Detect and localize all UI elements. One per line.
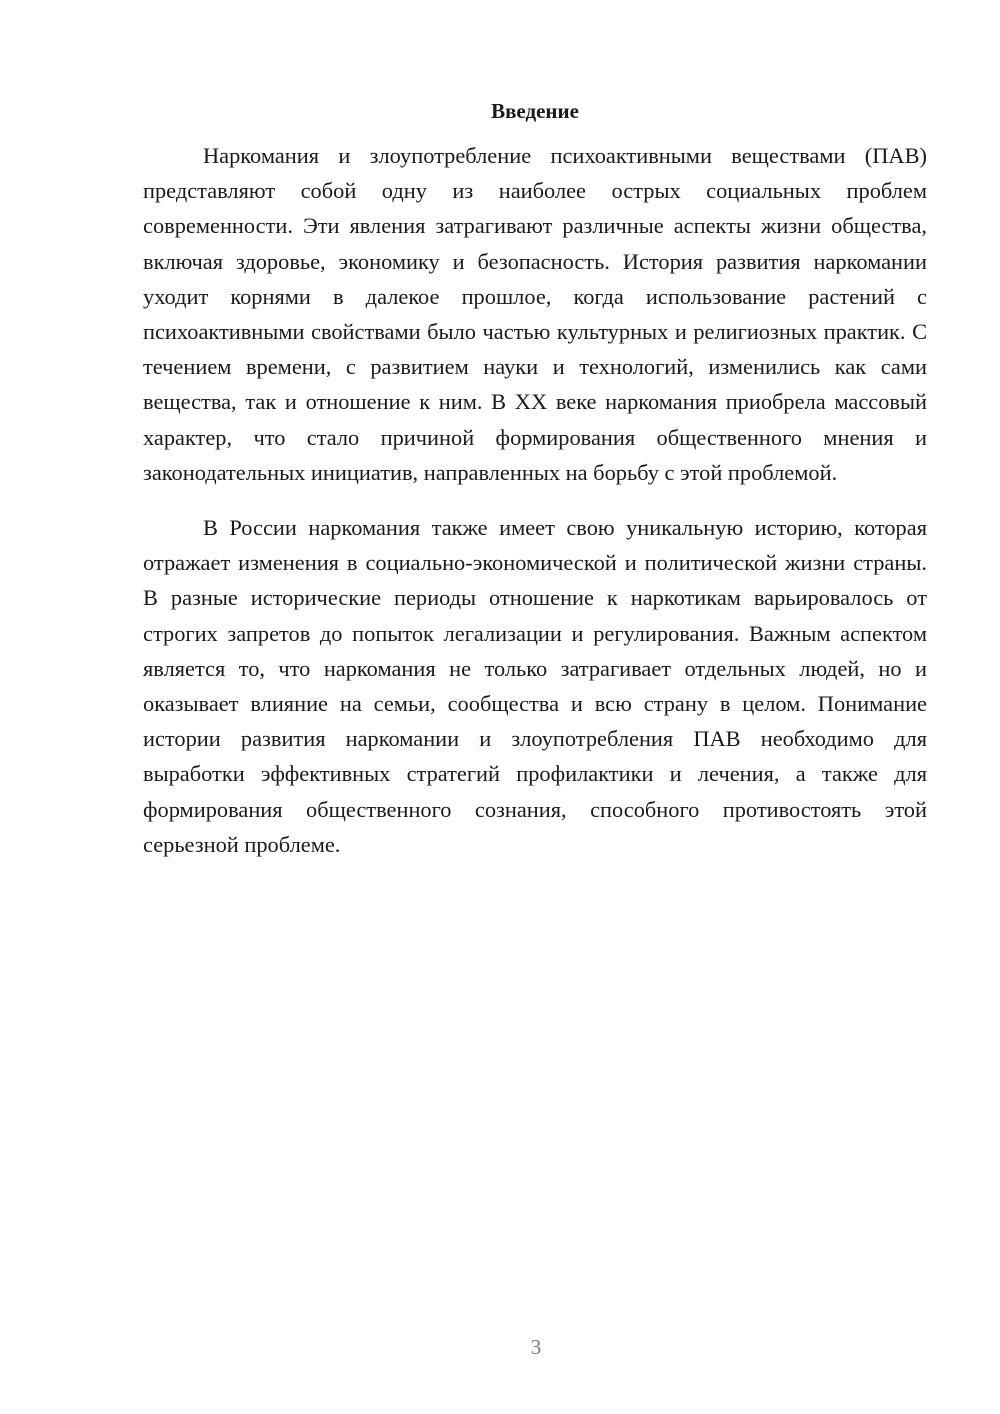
page-content bbox=[143, 96, 927, 862]
page-number: 3 bbox=[530, 1335, 542, 1359]
paragraph-1: Наркомания и злоупотребление психоактивными веществами (ПАВ) представляют собой одну из наиболее острых социальных проблем современности. Эти явления затрагивают различные аспекты жизни общества, включая здоровье, экономику и безопасность. История развития наркомании уходит корнями в далекое прошлое, когда использование растений с психоактивными свойствами было частью культурных и религиозных практик. С течением времени, с развитием науки и технологий, изменились как сами вещества, так и отношение к ним. В XX веке наркомания приобрела массовый характер, что стало причиной формирования общественного мнения и законодательных инициатив, направленных на борьбу с этой проблемой. bbox=[143, 143, 927, 485]
paragraph-2: В России наркомания также имеет свою уникальную историю, которая отражает изменения в социально-экономической и политической жизни страны. В разные исторические периоды отношение к наркотикам варьировалось от строгих запретов до попыток легализации и регулирования. Важным аспектом является то, что наркомания не только затрагивает отдельных людей, но и оказывает влияние на семьи, сообщества и всю страну в целом. Понимание истории развития наркомании и злоупотребления ПАВ необходимо для выработки эффективных стратегий профилактики и лечения, а также для формирования общественного сознания, способного противостоять этой серьезной проблеме. bbox=[143, 515, 927, 857]
section-heading: Введение bbox=[491, 99, 579, 123]
